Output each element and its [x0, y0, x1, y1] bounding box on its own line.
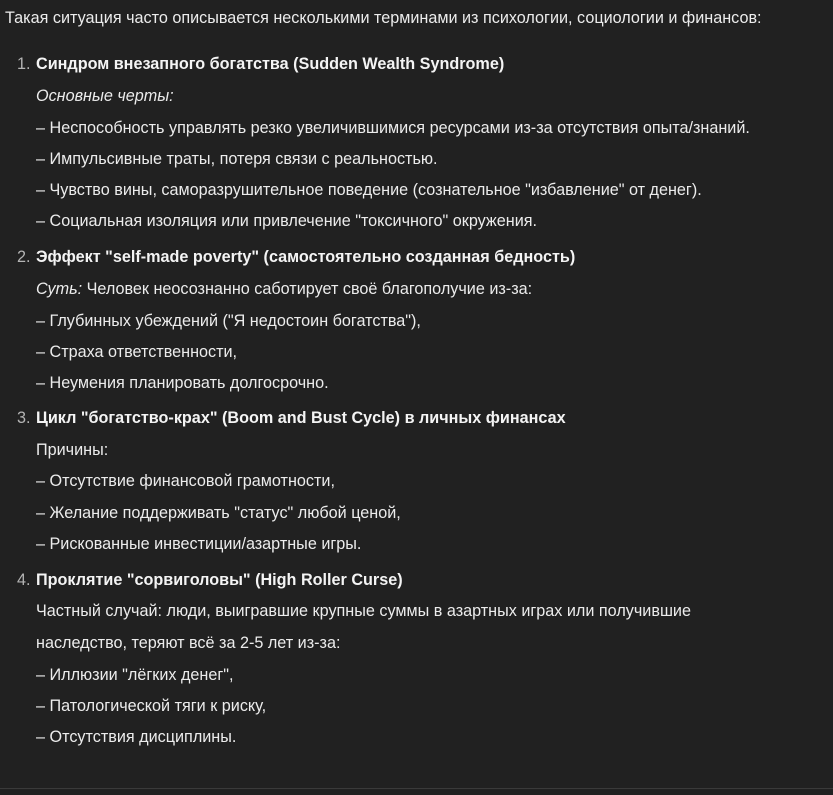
list-item: – Иллюзии "лёгких денег", [36, 666, 234, 684]
term-label-line [36, 279, 532, 299]
list-item: – Патологической тяги к риску, [36, 697, 267, 715]
list-item: – Отсутствия дисциплины. [36, 728, 237, 746]
list-item: – Чувство вины, саморазрушительное поведение (сознательное "избавление" от денег). [36, 181, 702, 199]
term-plain-line: наследство, теряют всё за 2-5 лет из-за: [36, 634, 341, 652]
list-number: 2. [17, 248, 31, 266]
term-label-line [36, 86, 174, 106]
term-plain-line: Причины: [36, 441, 109, 459]
term-title: Цикл "богатство-крах" (Boom and Bust Cycle) в личных финансах [36, 409, 566, 427]
list-number: 4. [17, 571, 31, 589]
list-item: – Желание поддерживать "статус" любой ценой, [36, 504, 401, 522]
list-item: – Неумения планировать долгосрочно. [36, 374, 329, 392]
list-item: – Неспособность управлять резко увеличившимися ресурсами из-за отсутствия опыта/знаний. [36, 119, 750, 137]
term-title: Проклятие "сорвиголовы" (High Roller Curse) [36, 571, 403, 589]
divider [0, 788, 833, 789]
list-number: 1. [17, 55, 31, 73]
term-title: Эффект "self-made poverty" (самостоятельно созданная бедность) [36, 248, 576, 266]
list-item: – Страха ответственности, [36, 343, 238, 361]
list-item: – Рискованные инвестиции/азартные игры. [36, 535, 362, 553]
list-item: – Социальная изоляция или привлечение "токсичного" окружения. [36, 212, 538, 230]
list-item: – Отсутствие финансовой грамотности, [36, 472, 335, 490]
term-label-rest: Человек неосознанно саботирует своё благополучие из-за: [82, 280, 533, 298]
intro-paragraph: Такая ситуация часто описывается несколькими терминами из психологии, социологии и финансов: [5, 9, 762, 27]
list-number: 3. [17, 409, 31, 427]
term-title: Синдром внезапного богатства (Sudden Wealth Syndrome) [36, 55, 505, 73]
term-plain-line: Частный случай: люди, выигравшие крупные суммы в азартных играх или получившие [36, 602, 691, 620]
list-item: – Глубинных убеждений ("Я недостоин богатства"), [36, 312, 421, 330]
term-label: Суть: [36, 280, 83, 298]
list-item: – Импульсивные траты, потеря связи с реальностью. [36, 150, 438, 168]
term-label: Основные черты: [36, 87, 174, 105]
